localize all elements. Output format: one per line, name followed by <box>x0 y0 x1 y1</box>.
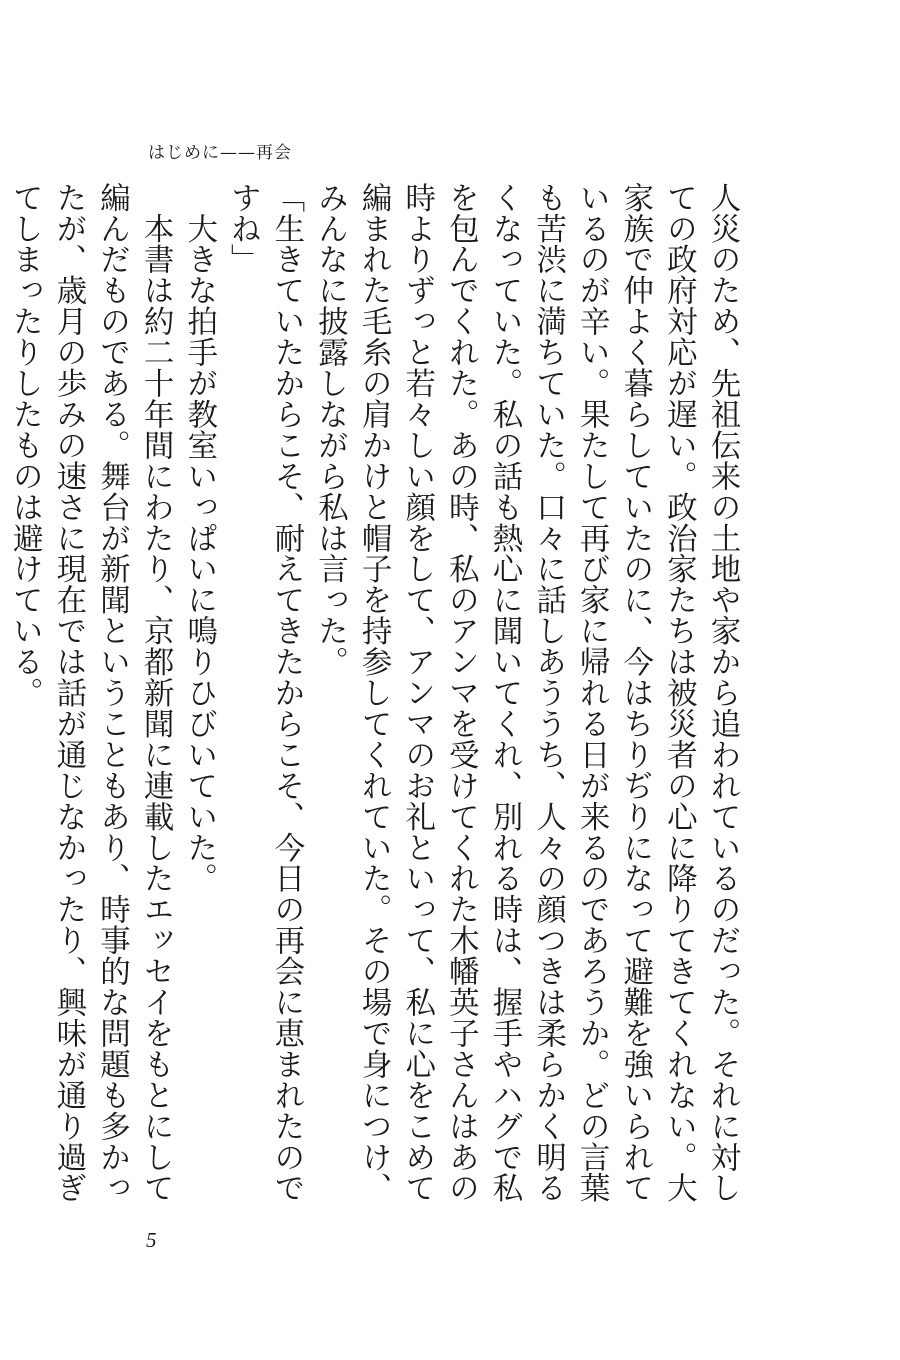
body-text <box>7 182 744 1212</box>
running-head: はじめに——再会 <box>148 143 292 163</box>
paragraph: 「生きていたからこそ、耐えてきたからこそ、今日の再会に恵まれたのですね」 <box>225 182 304 1204</box>
paragraph: 大きな拍手が教室いっぱいに鳴りひびいていた。 <box>181 182 217 894</box>
page-number: 5 <box>146 1228 157 1252</box>
paragraph: 人災のため、先祖伝来の土地や家から追われているのだった。それに対しての政府対応が遅い。政治家たちは被災者の心に降りてきてくれない。大家族で仲よく暮らしていたのに、今はちりぢりになって避難を強いられているのが辛い。果たして再び家に帰れる日が来るのであろうか。どの言葉も苦渋に満ちていた。口々に話しあううち、人々の顔つきは柔らかく明るくなっていた。私の話も熱心に聞いてくれ、別れる時は、握手やハグで私を包んでくれた。あの時、私のアンマを受けてくれた木幡英子さんはあの時よりずっと若々しい顔をして、アンマのお礼といって、私に心をこめて編まれた毛糸の肩かけと帽子を持参してくれていた。その場で身につけ、みんなに披露しながら私は言った。 <box>312 182 740 1204</box>
paragraph: 本書は約二十年間にわたり、京都新聞に連載したエッセイをもとにして編んだものである。舞台が新聞ということもあり、時事的な問題も多かったが、歳月の歩みの速さに現在では話が通じなかったり、興味が通り過ぎてしまったりしたものは避けている。 <box>7 182 174 1204</box>
